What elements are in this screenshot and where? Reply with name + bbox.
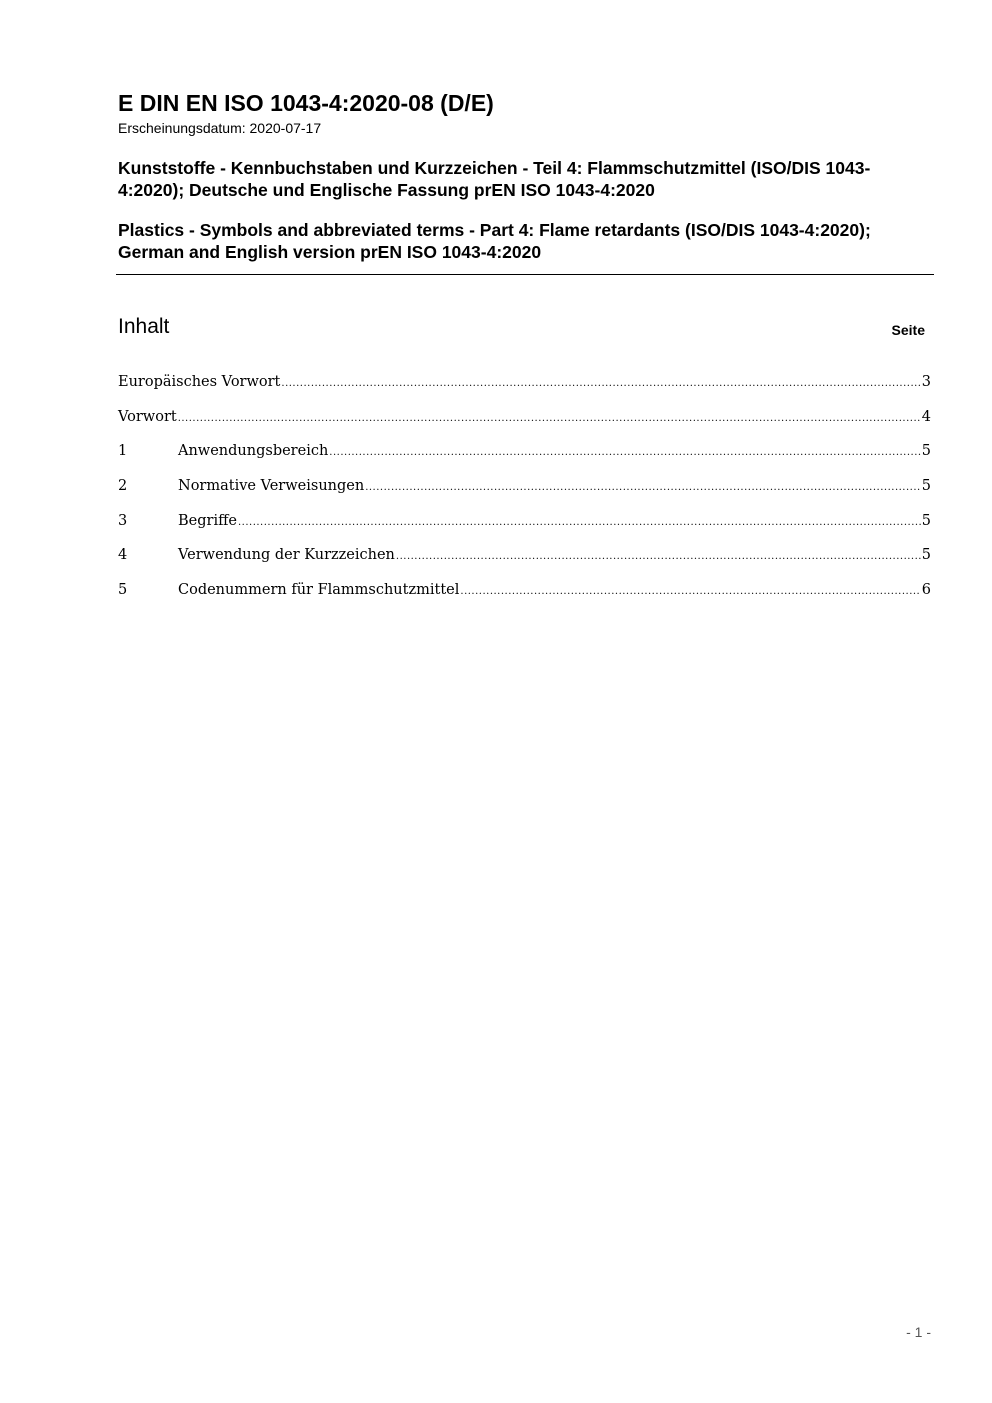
toc-entry-page: 5 (921, 512, 931, 529)
toc-entry-verwendung-der-kurzzeichen[interactable] (118, 543, 931, 578)
toc-entry-title: Verwendung der Kurzzeichen (178, 547, 395, 564)
toc-entry-title: Europäisches Vorwort (118, 374, 281, 390)
toc-entry-title: Normative Verweisungen (178, 478, 365, 495)
toc-entry-anwendungsbereich[interactable] (118, 439, 931, 474)
toc-entry-title: Vorwort (118, 408, 177, 425)
toc-dot-leader (396, 543, 921, 569)
toc-entry-begriffe[interactable] (118, 509, 931, 544)
toc-entry-page: 5 (921, 478, 931, 495)
toc-entry-title: Codenummern für Flammschutzmittel (178, 582, 460, 599)
toc-entry-codenummern[interactable] (118, 578, 931, 613)
toc-entry-number: 3 (118, 512, 128, 529)
toc-entry-title: Begriffe (178, 512, 237, 529)
toc-entry-page: 3 (921, 374, 931, 390)
document-title: E DIN EN ISO 1043-4:2020-08 (D/E) (118, 90, 494, 116)
toc-entry-number: 2 (118, 478, 128, 495)
toc-entry-normative-verweisungen[interactable] (118, 474, 931, 509)
table-of-contents (118, 370, 931, 613)
toc-entry-page: 4 (921, 408, 931, 425)
toc-dot-leader (329, 439, 920, 465)
publication-date: Erscheinungsdatum: 2020-07-17 (118, 120, 322, 136)
toc-entry-title: Anwendungsbereich (178, 443, 329, 460)
page-number: - 1 - (906, 1324, 931, 1340)
toc-dot-leader (178, 405, 921, 431)
toc-dot-leader (460, 578, 920, 604)
header-divider (116, 274, 934, 275)
toc-entry-number: 5 (118, 582, 128, 599)
toc-dot-leader (281, 370, 920, 396)
toc-dot-leader (365, 474, 921, 500)
toc-dot-leader (238, 509, 921, 535)
subtitle-english: Plastics - Symbols and abbreviated terms - Part 4: Flame retardants (ISO/DIS 1043-4:2020); German and English version prEN ISO 1043-4:2020 (118, 220, 871, 262)
toc-heading: Inhalt (118, 315, 170, 338)
toc-entry-page: 6 (921, 582, 931, 599)
toc-entry-vorwort[interactable] (118, 405, 931, 440)
toc-entry-number: 4 (118, 547, 128, 564)
toc-entry-number: 1 (118, 443, 128, 460)
toc-entry-europaeisches-vorwort[interactable] (118, 370, 931, 405)
toc-entry-page: 5 (921, 443, 931, 460)
toc-entry-page: 5 (921, 547, 931, 564)
toc-page-column-label: Seite (891, 322, 925, 338)
document-header (118, 88, 933, 263)
subtitle-german: Kunststoffe - Kennbuchstaben und Kurzzeichen - Teil 4: Flammschutzmittel (ISO/DIS 1043-4:2020); Deutsche und Englische Fassung prEN ISO 1043-4:2020 (118, 158, 871, 200)
